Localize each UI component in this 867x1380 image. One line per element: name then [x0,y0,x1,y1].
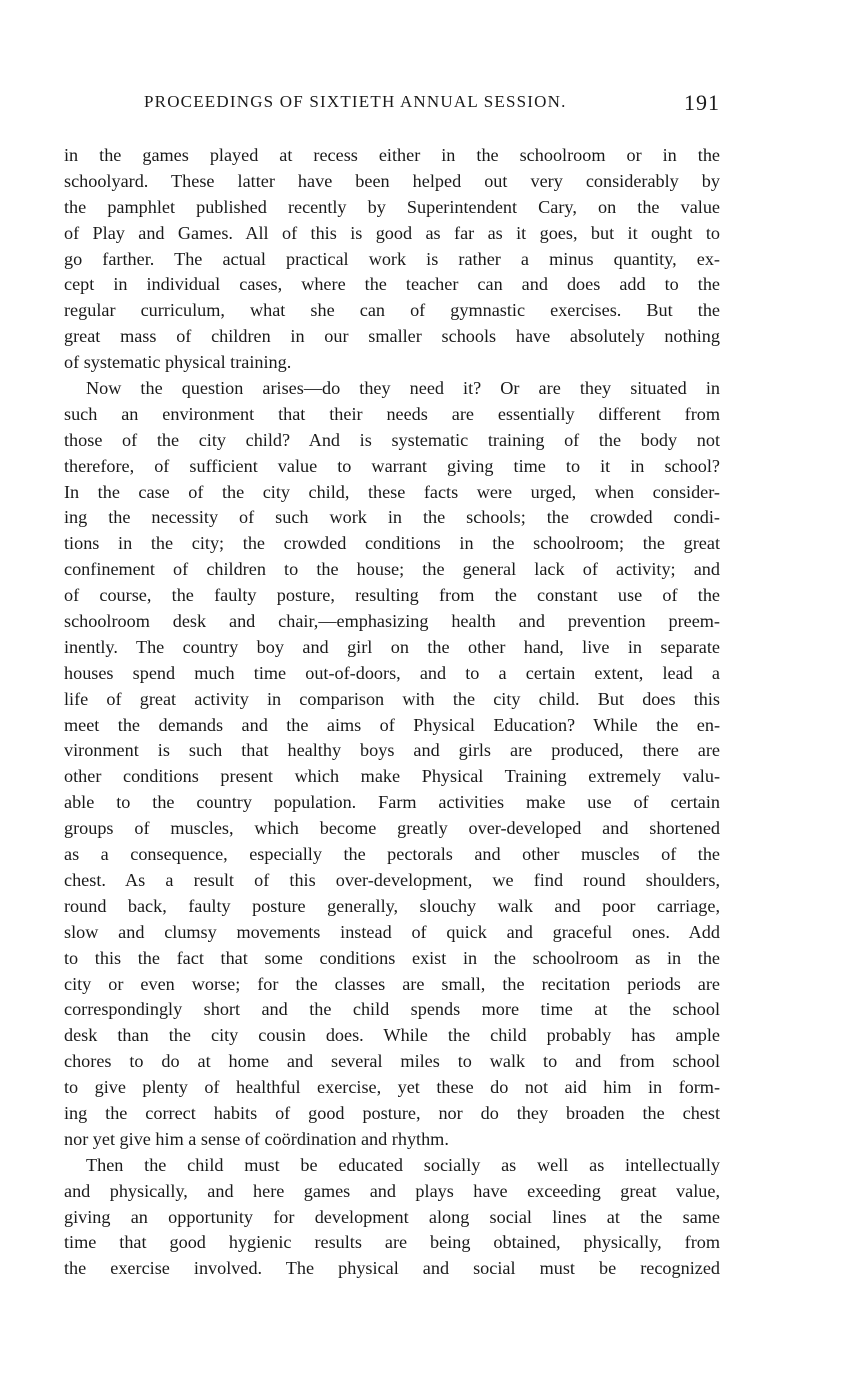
text-line: to this the fact that some conditions exist in the schoolroom as in the [64,947,720,968]
paragraph-3 [64,1153,720,1282]
text-line: in the games played at recess either in the schoolroom or in the [64,145,720,165]
text-line: able to the country population. Farm activities make use of certain [64,792,720,813]
text-line: desk than the city cousin does. While the child probably has ample [64,1025,720,1046]
text-line: slow and clumsy movements instead of quick and graceful ones. Add [64,921,720,942]
text-line: as a consequence, especially the pectorals and other muscles of the [64,844,720,865]
text-line: to give plenty of healthful exercise, yet these do not aid him in form- [64,1077,720,1098]
text-line: and physically, and here games and plays have exceeding great value, [64,1180,720,1201]
page-number: 191 [684,90,720,115]
text-line: nor yet give him a sense of coördination and rhythm. [64,1128,449,1149]
text-line: great mass of children in our smaller schools have absolutely nothing [64,326,720,347]
text-line: go farther. The actual practical work is rather a minus quantity, ex- [64,248,720,269]
text-line: of Play and Games. All of this is good as far as it goes, but it ought to [64,222,720,243]
text-line: cept in individual cases, where the teacher can and does add to the [64,274,720,295]
text-line: schoolyard. These latter have been helped out very considerably by [64,170,720,191]
running-head [64,90,720,120]
paragraph-2 [64,376,720,1153]
text-line: houses spend much time out-of-doors, and to a certain extent, lead a [64,662,720,683]
text-line: ing the necessity of such work in the schools; the crowded condi- [64,507,720,528]
text-line: meet the demands and the aims of Physical Education? While the en- [64,714,720,735]
text-line: giving an opportunity for development along social lines at the same [64,1206,720,1227]
text-line: confinement of children to the house; the general lack of activity; and [64,559,720,580]
text-line: other conditions present which make Physical Training extremely valu- [64,766,720,787]
text-line: city or even worse; for the classes are small, the recitation periods are [64,973,720,994]
text-line: vironment is such that healthy boys and girls are produced, there are [64,740,720,761]
text-line: the pamphlet published recently by Superintendent Cary, on the value [64,196,720,217]
text-line: groups of muscles, which become greatly over-developed and shortened [64,818,720,839]
text-line: of systematic physical training. [64,352,292,373]
text-line: of course, the faulty posture, resulting from the constant use of the [64,585,720,606]
text-line: chest. As a result of this over-development, we find round shoulders, [64,869,720,890]
text-line: life of great activity in comparison with the city child. But does this [64,688,720,709]
text-line: schoolroom desk and chair,—emphasizing health and prevention preem- [64,611,720,632]
text-line: regular curriculum, what she can of gymnastic exercises. But the [64,300,720,321]
text-line: round back, faulty posture generally, slouchy walk and poor carriage, [64,895,720,916]
text-line: tions in the city; the crowded conditions in the schoolroom; the great [64,533,720,554]
body-text [64,143,720,1282]
paragraph-1 [64,143,720,376]
text-line: those of the city child? And is systematic training of the body not [64,429,720,450]
text-line: ing the correct habits of good posture, nor do they broaden the chest [64,1102,720,1123]
text-line: therefore, of sufficient value to warrant giving time to it in school? [64,455,720,476]
text-line: the exercise involved. The physical and social must be recognized [64,1258,720,1279]
text-line: such an environment that their needs are essentially different from [64,403,720,424]
text-line: Then the child must be educated socially as well as intellectually [86,1154,720,1175]
text-line: time that good hygienic results are being obtained, physically, from [64,1232,720,1253]
text-line: inently. The country boy and girl on the other hand, live in separate [64,636,720,657]
text-line: Now the question arises—do they need it? Or are they situated in [86,378,720,399]
running-title: PROCEEDINGS OF SIXTIETH ANNUAL SESSION. [144,92,567,111]
text-line: In the case of the city child, these facts were urged, when consider- [64,481,720,502]
text-line: correspondingly short and the child spends more time at the school [64,999,720,1020]
text-line: chores to do at home and several miles to walk to and from school [64,1051,720,1072]
